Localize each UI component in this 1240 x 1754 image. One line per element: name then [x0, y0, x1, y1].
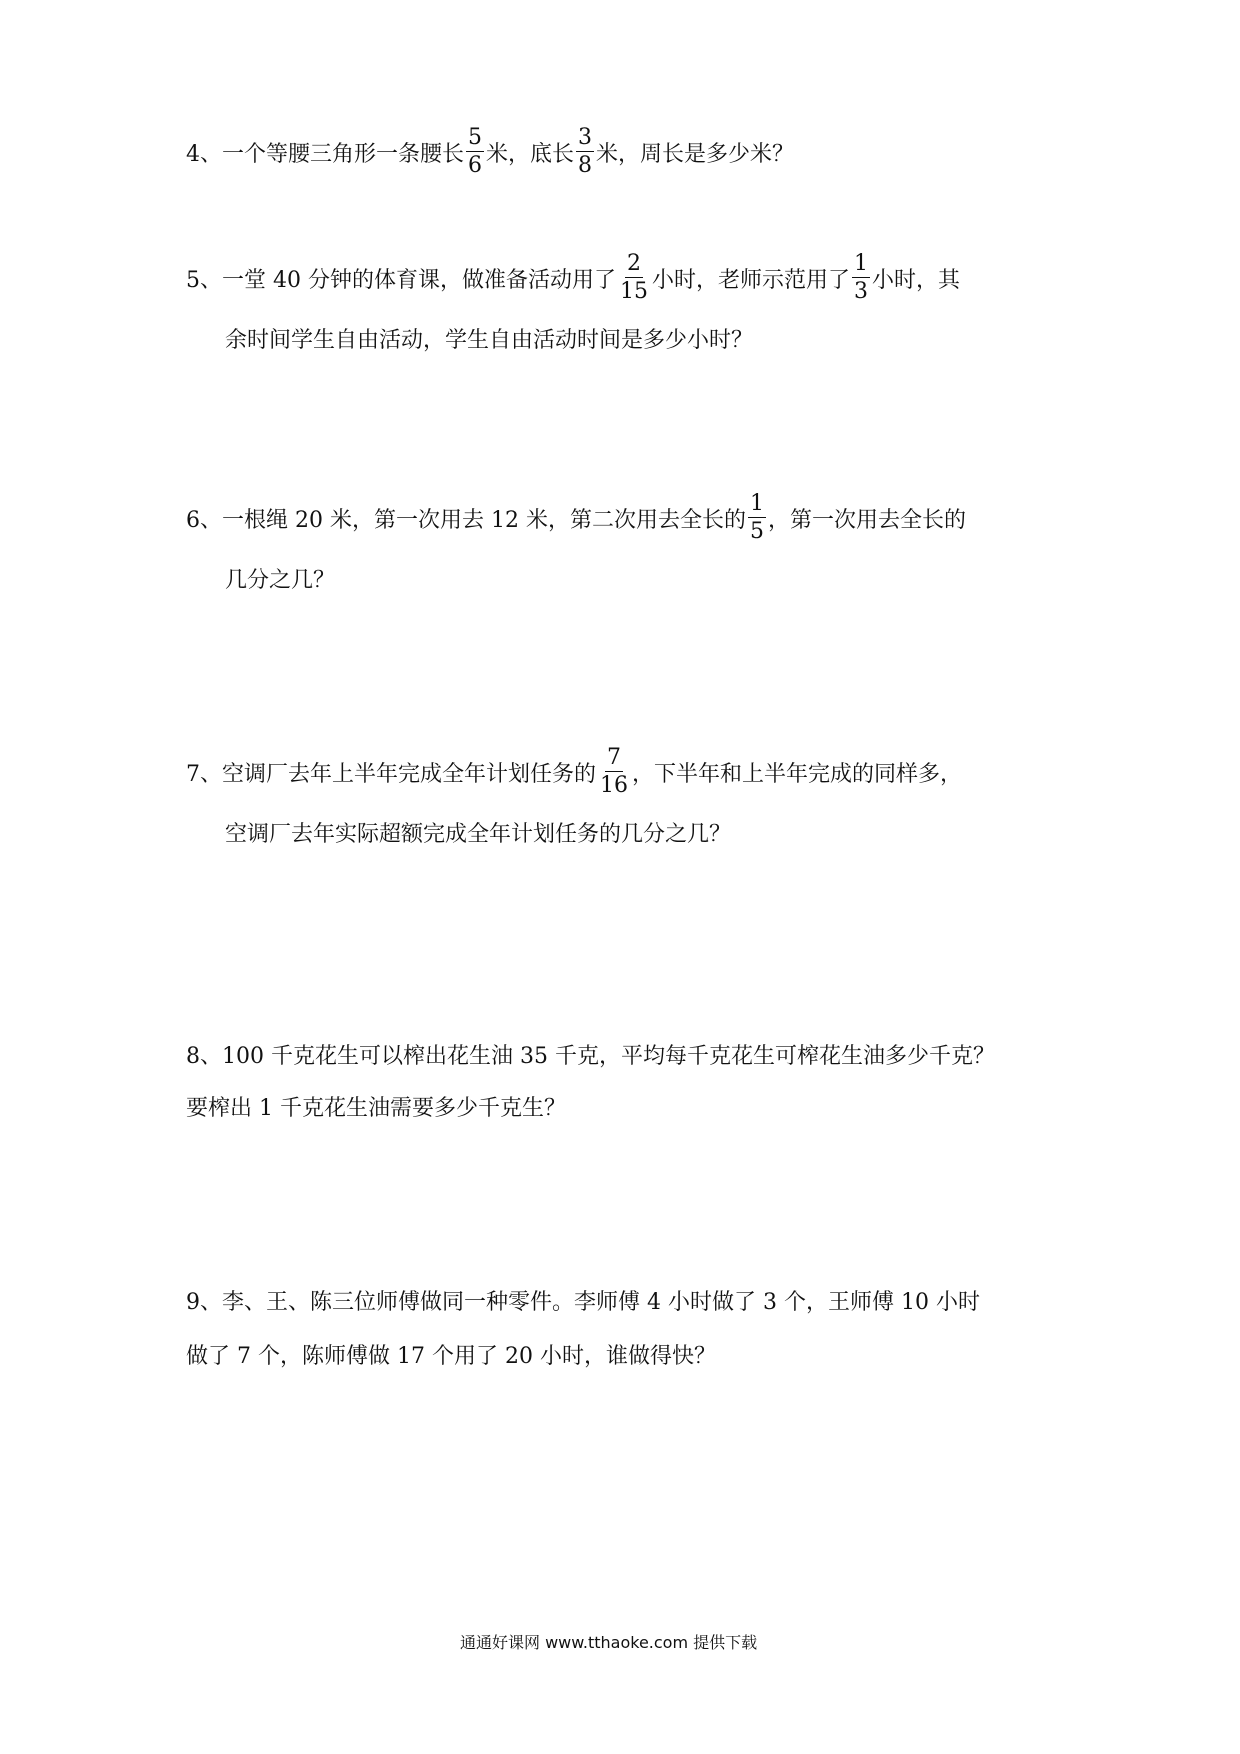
fraction-numerator: 2 — [626, 251, 641, 276]
problem-9-line-2 — [186, 1324, 716, 1384]
problem-text: 小时，其 — [872, 267, 961, 293]
problem-text: ，第一次用去全长的 — [767, 507, 966, 533]
problem-5-line-2 — [225, 308, 753, 368]
problem-7-line-2 — [225, 802, 731, 862]
problem-text: 9、李、王、陈三位师傅做同一种零件。李师傅 4 小时做了 3 个，王师傅 10 小时 — [186, 1289, 980, 1315]
problem-text: 空调厂去年上半年完成全年计划任务的 — [222, 761, 597, 787]
fraction — [852, 253, 870, 303]
fraction-numerator: 5 — [468, 125, 483, 150]
fraction-numerator: 7 — [607, 745, 622, 770]
problem-6 — [186, 488, 966, 548]
fraction-numerator: 3 — [578, 125, 593, 150]
problem-text: 一堂 40 分钟的体育课，做准备活动用了 — [222, 267, 616, 293]
problem-text: 一根绳 20 米，第一次用去 12 米，第二次用去全长的 — [222, 507, 746, 533]
fraction-denominator: 6 — [468, 153, 483, 178]
problem-text: 几分之几？ — [225, 567, 336, 593]
fraction-denominator: 8 — [578, 153, 593, 178]
problem-number: 4、 — [186, 141, 222, 167]
problem-text: ，下半年和上半年完成的同样多， — [632, 761, 963, 787]
problem-6-line-2 — [225, 548, 335, 608]
problem-7 — [186, 742, 962, 802]
problem-number: 6、 — [186, 507, 222, 533]
problem-5 — [186, 248, 960, 308]
problem-number: 7、 — [186, 761, 222, 787]
problem-text: 空调厂去年实际超额完成全年计划任务的几分之几？ — [225, 821, 732, 847]
problem-4 — [186, 122, 794, 182]
problem-text: 小时，老师示范用了 — [651, 267, 850, 293]
fraction — [466, 127, 484, 177]
problem-text: 一个等腰三角形一条腰长 — [222, 141, 465, 167]
fraction-denominator: 15 — [619, 279, 648, 304]
problem-9 — [186, 1270, 980, 1330]
problem-text: 米，周长是多少米？ — [596, 141, 795, 167]
fraction-denominator: 5 — [749, 519, 764, 544]
fraction-numerator: 1 — [854, 251, 868, 276]
problem-8 — [186, 1024, 995, 1084]
problem-text: 余时间学生自由活动，学生自由活动时间是多少小时？ — [225, 327, 754, 353]
fraction — [598, 747, 630, 797]
fraction — [576, 127, 594, 177]
page-footer: 通通好课网 www.tthaoke.com 提供下载 — [460, 1633, 758, 1652]
problem-8-line-2 — [186, 1076, 566, 1136]
fraction-denominator: 16 — [600, 773, 629, 798]
problem-number: 5、 — [186, 267, 222, 293]
problem-text: 做了 7 个，陈师傅做 17 个用了 20 小时，谁做得快？ — [186, 1343, 716, 1369]
problem-text: 要榨出 1 千克花生油需要多少千克生？ — [186, 1095, 566, 1121]
problem-text: 米，底长 — [486, 141, 575, 167]
fraction-numerator: 1 — [749, 491, 764, 516]
fraction — [748, 493, 766, 543]
fraction-denominator: 3 — [854, 279, 868, 304]
fraction — [618, 253, 650, 303]
problem-text: 8、100 千克花生可以榨出花生油 35 千克，平均每千克花生可榨花生油多少千克？ — [186, 1043, 995, 1069]
